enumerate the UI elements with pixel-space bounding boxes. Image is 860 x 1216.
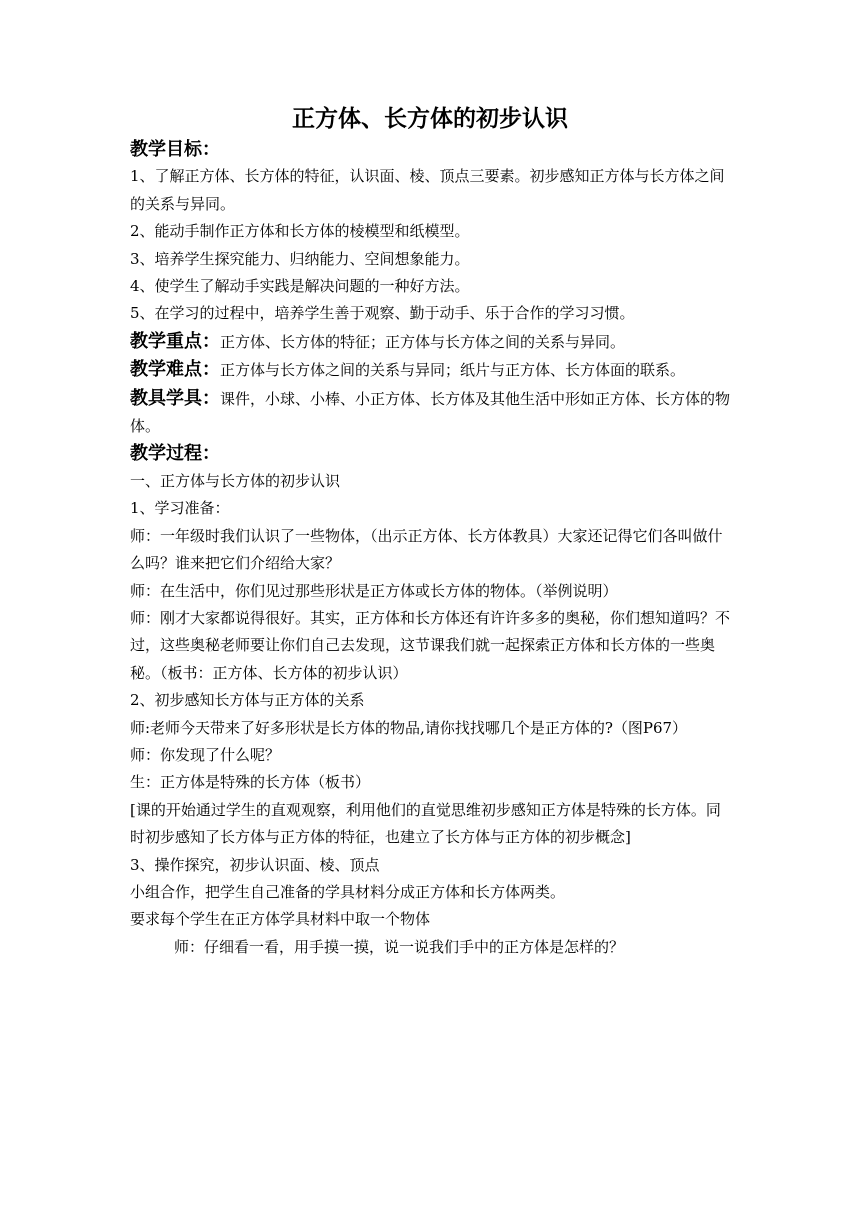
process-line: 师：一年级时我们认识了一些物体，（出示正方体、长方体教具）大家还记得它们各叫做什么吗？谁来把它们介绍给大家？ <box>130 526 723 573</box>
process-line: 生：正方体是特殊的长方体（板书） <box>130 773 371 792</box>
difficulties-label: 教学难点： <box>130 359 220 381</box>
document-title: 正方体、长方体的初步认识 <box>292 106 568 132</box>
objective-item: 3、培养学生探究能力、归纳能力、空间想象能力。 <box>130 249 470 268</box>
document-body <box>130 136 730 961</box>
process-heading: 教学过程： <box>130 443 220 465</box>
process-line: 师:老师今天带来了好多形状是长方体的物品,请你找找哪几个是正方体的?（图P67） <box>130 718 688 737</box>
objective-item: 5、在学习的过程中，培养学生善于观察、勤于动手、乐于合作的学习习惯。 <box>130 304 635 323</box>
process-line: 1、学习准备： <box>130 499 230 518</box>
difficulties <box>130 356 730 384</box>
objective-item: 4、使学生了解动手实践是解决问题的一种好方法。 <box>130 277 470 296</box>
process-line: 师：仔细看一看，用手摸一摸，说一说我们手中的正方体是怎样的？ <box>174 937 625 956</box>
tools-label: 教具学具： <box>130 387 220 409</box>
objectives-heading: 教学目标： <box>130 139 220 160</box>
objective-item: 2、能动手制作正方体和长方体的棱模型和纸模型。 <box>130 222 470 241</box>
tools-text: 课件，小球、小棒、小正方体、长方体及其他生活中形如正方体、长方体的物体。 <box>130 389 731 436</box>
process-line: 一、正方体与长方体的初步认识 <box>130 471 341 490</box>
tools <box>130 385 730 441</box>
process-line: 师：你发现了什么呢？ <box>130 745 281 764</box>
key-points-label: 教学重点： <box>130 330 220 352</box>
process-line: 2、初步感知长方体与正方体的关系 <box>130 691 365 710</box>
key-points <box>130 328 730 356</box>
objective-item: 1、了解正方体、长方体的特征，认识面、棱、顶点三要素。初步感知正方体与长方体之间的关系与异同。 <box>130 167 725 213</box>
process-line: 师：刚才大家都说得很好。其实，正方体和长方体还有许许多多的奥秘，你们想知道吗？不过，这些奥秘老师要让你们自己去发现，这节课我们就一起探索正方体和长方体的一些奥秘。（板书：正方体、长方体的初步认识） <box>130 608 731 682</box>
process-line: [课的开始通过学生的直观观察，利用他们的直觉思维初步感知正方体是特殊的长方体。同时初步感知了长方体与正方体的特征，也建立了长方体与正方体的初步概念] <box>130 800 721 847</box>
key-points-text: 正方体、长方体的特征；正方体与长方体之间的关系与异同。 <box>220 332 626 351</box>
process-line: 3、操作探究，初步认识面、棱、顶点 <box>130 855 380 874</box>
process-line: 师：在生活中，你们见过那些形状是正方体或长方体的物体。（举例说明） <box>130 581 618 600</box>
difficulties-text: 正方体与长方体之间的关系与异同；纸片与正方体、长方体面的联系。 <box>220 361 686 380</box>
process-line: 小组合作，把学生自己准备的学具材料分成正方体和长方体两类。 <box>130 882 566 901</box>
process-line: 要求每个学生在正方体学具材料中取一个物体 <box>130 910 431 929</box>
